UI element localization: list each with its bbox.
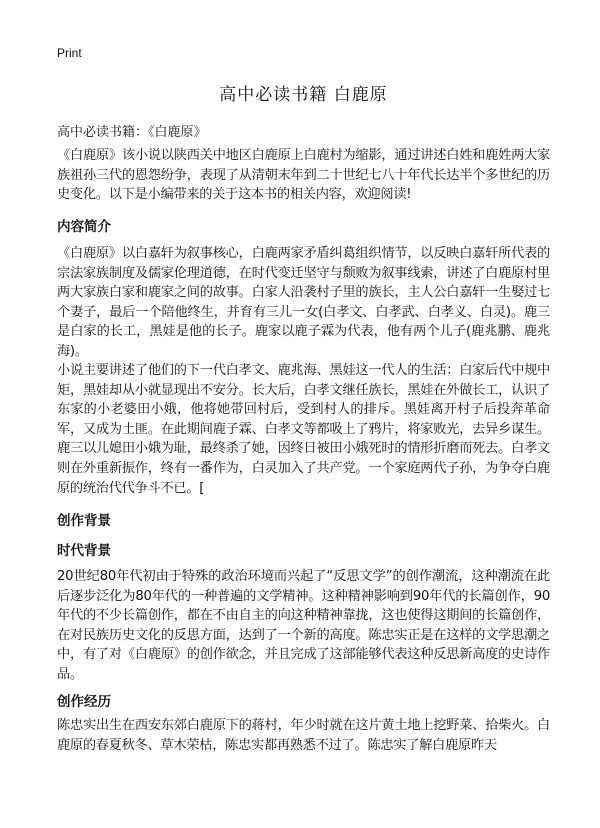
era-paragraph-1: 20世纪80年代初由于特殊的政治环境而兴起了“反思文学”的创作潮流，这种潮流在此后逐步泛化为80年代的一种普遍的文学精神。这种精神影响到90年代的长篇创作，90年代的不少长篇创作，都在不由自主的向这种精神靠拢，这也使得这期间的长篇创作，在对民族历史文化的反思方面，达到了一个新的高度。陈忠实正是在这样的文学思潮之中，有了对《白鹿原》的创作欲念，并且完成了这部能够代表这种反思新高度的史诗作品。	[57, 569, 550, 682]
section-heading-background: 创作背景	[57, 513, 111, 529]
section-heading-era: 时代背景	[57, 543, 111, 559]
subtitle: 高中必读书籍：《白鹿原》	[57, 125, 207, 140]
page-title: 高中必读书籍 白鹿原	[219, 85, 388, 105]
summary-paragraph-2: 小说主要讲述了他们的下一代白孝文、鹿兆海、黑娃这一代人的生活：白家后代中规中矩，黑娃却从小就显现出不安分。长大后，白孝文继任族长，黑娃在外做长工，认识了东家的小老婆田小娥，他将她带回村后，受到村人的排斥。黑娃离开村子后投奔革命军，又成为土匪。在此期间鹿子霖、白孝文等都吸上了鸦片，将家败光，去异乡谋生。鹿三以儿媳田小娥为耻，最终杀了她，因终日被田小娥死时的情形折磨而死去。白孝文则在外重新振作，终有一番作为，白灵加入了共产党。一个家庭两代子孙，为争夺白鹿原的统治代代争斗不已。[	[57, 363, 550, 496]
print-link[interactable]: Print	[57, 46, 82, 60]
section-heading-summary: 内容简介	[57, 219, 111, 235]
summary-paragraph-1: 《白鹿原》以白嘉轩为叙事核心，白鹿两家矛盾纠葛组织情节，以反映白嘉轩所代表的宗法家族制度及儒家伦理道德，在时代变迁坚守与颓败为叙事线索，讲述了白鹿原村里两大家族白家和鹿家之间的故事。白家人沿袭村子里的族长，主人公白嘉轩一生娶过七个妻子，最后一个陪他终生，并育有三儿一女(白孝文、白孝武、白孝义、白灵)。鹿三是白家的长工，黑娃是他的长子。鹿家以鹿子霖为代表，他有两个儿子(鹿兆鹏、鹿兆海)。	[57, 246, 550, 359]
experience-paragraph-1: 陈忠实出生在西安东郊白鹿原下的蒋村，年少时就在这片黄土地上挖野菜、拾柴火。白鹿原的春夏秋冬、草木荣枯，陈忠实都再熟悉不过了。陈忠实了解白鹿原昨天	[57, 718, 550, 753]
intro-paragraph: 《白鹿原》该小说以陕西关中地区白鹿原上白鹿村为缩影，通过讲述白姓和鹿姓两大家族祖孙三代的恩怨纷争，表现了从清朝末年到二十世纪七八十年代长达半个多世纪的历史变化。以下是小编带来的关于这本书的相关内容，欢迎阅读!	[57, 148, 550, 203]
section-heading-experience: 创作经历	[57, 694, 111, 710]
